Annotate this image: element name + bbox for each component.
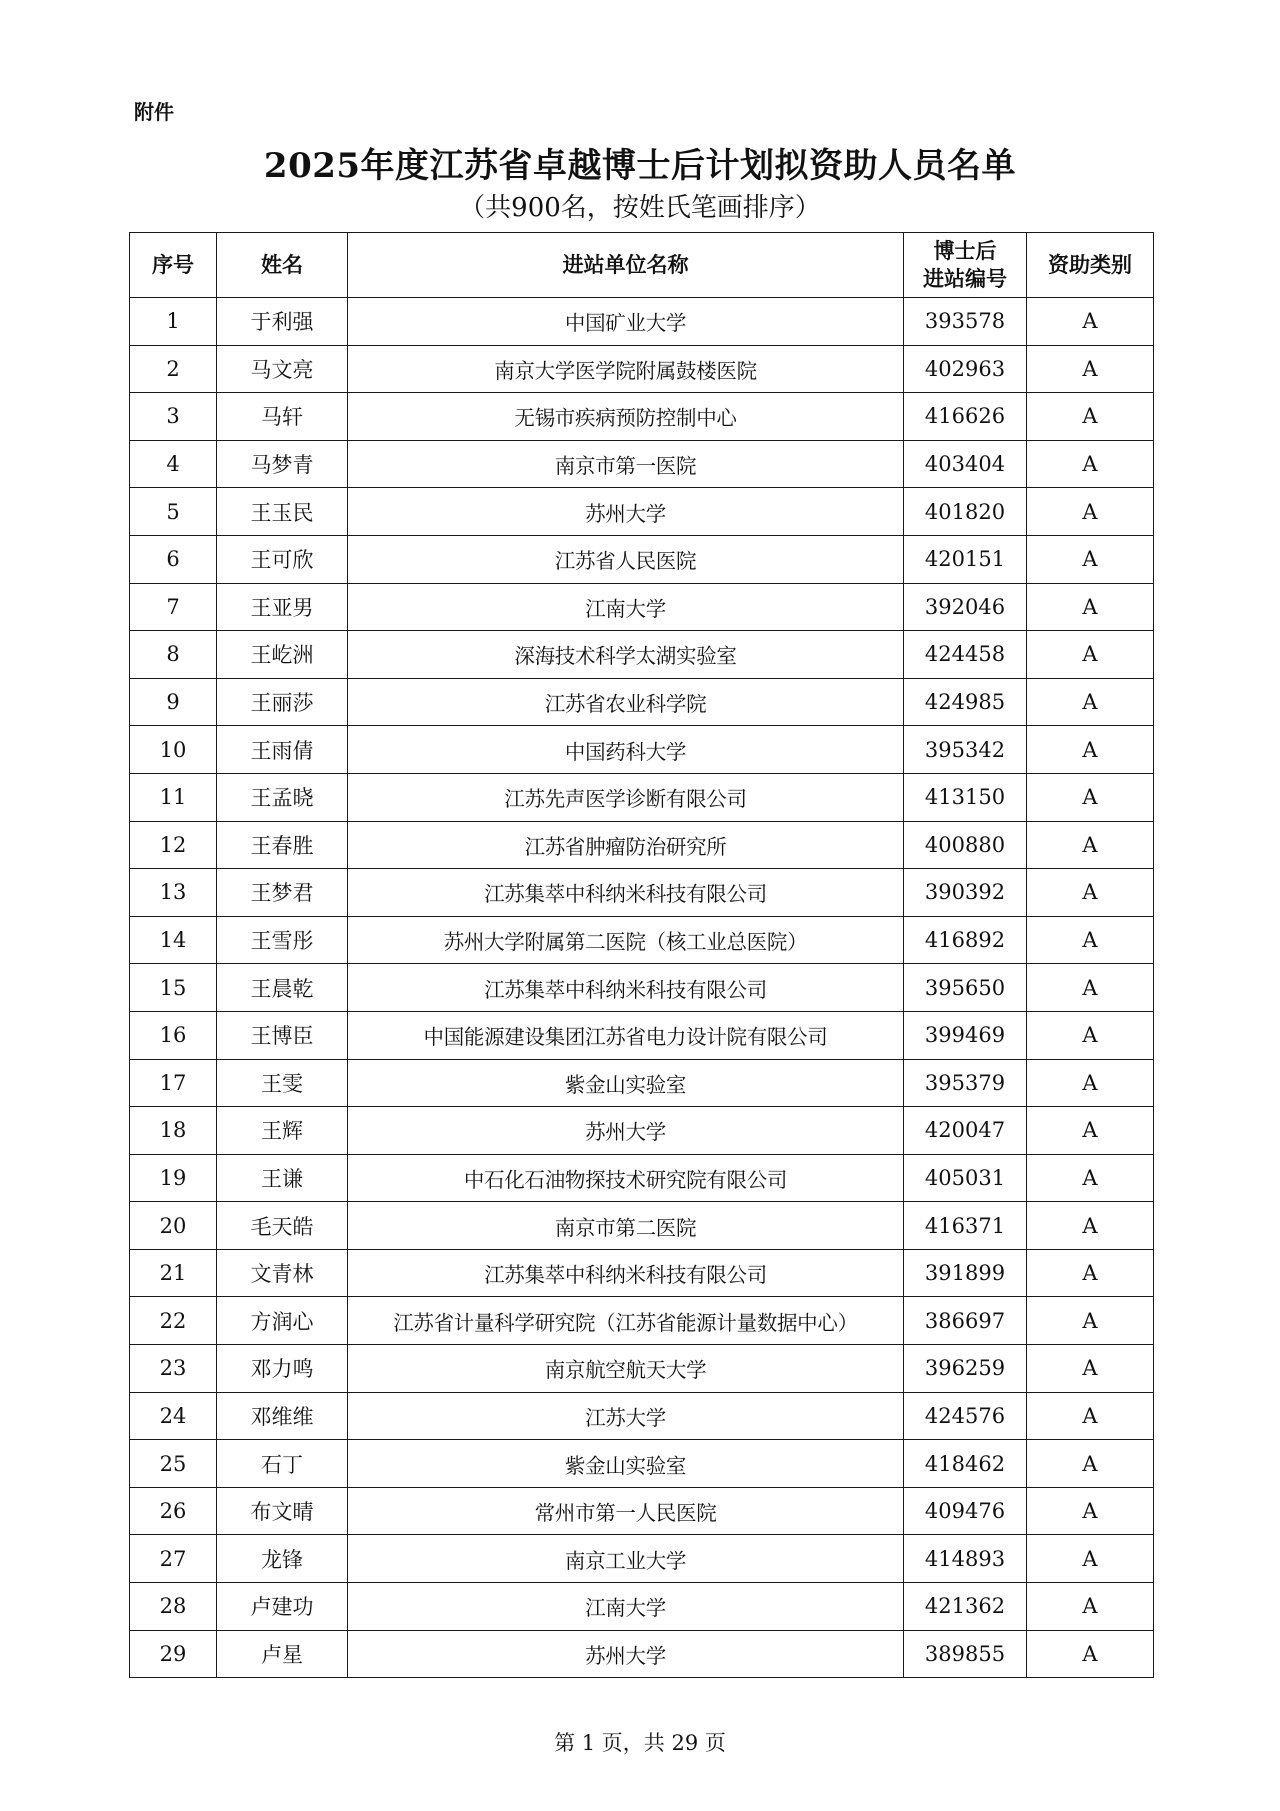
table-row: [130, 1249, 1154, 1297]
cell-category: A: [1027, 1345, 1154, 1393]
cell-name: 王亚男: [217, 583, 348, 631]
cell-name: 王雯: [217, 1059, 348, 1107]
cell-station-no: 395650: [904, 964, 1027, 1012]
table-row: [130, 1059, 1154, 1107]
cell-name: 石丁: [217, 1440, 348, 1488]
cell-seq: 23: [130, 1345, 217, 1393]
cell-station-no: 421362: [904, 1583, 1027, 1631]
cell-seq: 17: [130, 1059, 217, 1107]
cell-station-no: 409476: [904, 1487, 1027, 1535]
cell-name: 马文亮: [217, 345, 348, 393]
header-name: 姓名: [217, 233, 348, 298]
cell-name: 王博臣: [217, 1011, 348, 1059]
cell-unit: 中国药科大学: [348, 726, 904, 774]
cell-category: A: [1027, 1107, 1154, 1155]
cell-station-no: 416626: [904, 393, 1027, 441]
cell-category: A: [1027, 345, 1154, 393]
cell-station-no: 396259: [904, 1345, 1027, 1393]
cell-seq: 10: [130, 726, 217, 774]
table-row: [130, 1297, 1154, 1345]
cell-seq: 6: [130, 535, 217, 583]
cell-station-no: 392046: [904, 583, 1027, 631]
cell-station-no: 400880: [904, 821, 1027, 869]
cell-name: 王雪彤: [217, 916, 348, 964]
cell-unit: 中国能源建设集团江苏省电力设计院有限公司: [348, 1011, 904, 1059]
cell-seq: 3: [130, 393, 217, 441]
cell-unit: 苏州大学: [348, 1630, 904, 1678]
cell-seq: 26: [130, 1487, 217, 1535]
cell-name: 龙锋: [217, 1535, 348, 1583]
cell-unit: 南京大学医学院附属鼓楼医院: [348, 345, 904, 393]
funding-list-table-container: [129, 232, 1153, 1678]
cell-unit: 江苏大学: [348, 1392, 904, 1440]
cell-category: A: [1027, 964, 1154, 1012]
cell-station-no: 405031: [904, 1154, 1027, 1202]
cell-category: A: [1027, 1059, 1154, 1107]
table-row: [130, 1583, 1154, 1631]
cell-name: 于利强: [217, 298, 348, 346]
cell-name: 马轩: [217, 393, 348, 441]
cell-station-no: 424576: [904, 1392, 1027, 1440]
header-seq: 序号: [130, 233, 217, 298]
cell-unit: 南京工业大学: [348, 1535, 904, 1583]
cell-category: A: [1027, 773, 1154, 821]
header-unit: 进站单位名称: [348, 233, 904, 298]
cell-seq: 15: [130, 964, 217, 1012]
cell-unit: 深海技术科学太湖实验室: [348, 631, 904, 679]
cell-seq: 11: [130, 773, 217, 821]
cell-category: A: [1027, 916, 1154, 964]
cell-station-no: 391899: [904, 1249, 1027, 1297]
cell-seq: 16: [130, 1011, 217, 1059]
cell-name: 马梦青: [217, 440, 348, 488]
cell-unit: 江苏集萃中科纳米科技有限公司: [348, 964, 904, 1012]
table-row: [130, 1154, 1154, 1202]
table-row: [130, 298, 1154, 346]
cell-unit: 紫金山实验室: [348, 1440, 904, 1488]
funding-list-table: [129, 232, 1154, 1678]
cell-seq: 19: [130, 1154, 217, 1202]
cell-station-no: 420047: [904, 1107, 1027, 1155]
cell-name: 卢星: [217, 1630, 348, 1678]
cell-station-no: 390392: [904, 869, 1027, 917]
table-row: [130, 440, 1154, 488]
table-row: [130, 1487, 1154, 1535]
cell-unit: 南京航空航天大学: [348, 1345, 904, 1393]
cell-category: A: [1027, 821, 1154, 869]
table-row: [130, 964, 1154, 1012]
cell-seq: 1: [130, 298, 217, 346]
table-body: [130, 298, 1154, 1678]
cell-station-no: 424458: [904, 631, 1027, 679]
cell-station-no: 402963: [904, 345, 1027, 393]
cell-unit: 江苏集萃中科纳米科技有限公司: [348, 1249, 904, 1297]
cell-unit: 无锡市疾病预防控制中心: [348, 393, 904, 441]
cell-seq: 5: [130, 488, 217, 536]
cell-category: A: [1027, 869, 1154, 917]
cell-category: A: [1027, 535, 1154, 583]
cell-category: A: [1027, 1011, 1154, 1059]
cell-unit: 江南大学: [348, 1583, 904, 1631]
cell-seq: 27: [130, 1535, 217, 1583]
cell-station-no: 414893: [904, 1535, 1027, 1583]
header-station-no-line2: 进站编号: [923, 267, 1007, 291]
cell-category: A: [1027, 726, 1154, 774]
cell-seq: 13: [130, 869, 217, 917]
table-row: [130, 1630, 1154, 1678]
cell-station-no: 416892: [904, 916, 1027, 964]
cell-unit: 江苏省计量科学研究院（江苏省能源计量数据中心）: [348, 1297, 904, 1345]
cell-station-no: 413150: [904, 773, 1027, 821]
cell-name: 卢建功: [217, 1583, 348, 1631]
table-row: [130, 488, 1154, 536]
document-subtitle: （共900名，按姓氏笔画排序）: [459, 193, 821, 223]
cell-category: A: [1027, 1249, 1154, 1297]
table-row: [130, 916, 1154, 964]
cell-seq: 28: [130, 1583, 217, 1631]
cell-unit: 江苏省农业科学院: [348, 678, 904, 726]
table-row: [130, 869, 1154, 917]
cell-station-no: 424985: [904, 678, 1027, 726]
cell-seq: 24: [130, 1392, 217, 1440]
header-station-no-line1: 博士后: [933, 239, 997, 263]
cell-name: 王孟晓: [217, 773, 348, 821]
cell-seq: 4: [130, 440, 217, 488]
table-row: [130, 678, 1154, 726]
cell-category: A: [1027, 1154, 1154, 1202]
cell-category: A: [1027, 440, 1154, 488]
cell-name: 王晨乾: [217, 964, 348, 1012]
cell-seq: 2: [130, 345, 217, 393]
cell-name: 王丽莎: [217, 678, 348, 726]
header-station-no: [904, 233, 1027, 298]
table-row: [130, 1107, 1154, 1155]
cell-unit: 江南大学: [348, 583, 904, 631]
cell-category: A: [1027, 488, 1154, 536]
cell-category: A: [1027, 631, 1154, 679]
cell-name: 王玉民: [217, 488, 348, 536]
cell-category: A: [1027, 393, 1154, 441]
cell-category: A: [1027, 583, 1154, 631]
cell-category: A: [1027, 678, 1154, 726]
cell-seq: 7: [130, 583, 217, 631]
cell-station-no: 418462: [904, 1440, 1027, 1488]
cell-name: 邓力鸣: [217, 1345, 348, 1393]
cell-station-no: 395342: [904, 726, 1027, 774]
cell-station-no: 393578: [904, 298, 1027, 346]
cell-seq: 18: [130, 1107, 217, 1155]
cell-category: A: [1027, 1630, 1154, 1678]
cell-seq: 9: [130, 678, 217, 726]
cell-category: A: [1027, 1487, 1154, 1535]
cell-seq: 29: [130, 1630, 217, 1678]
table-row: [130, 535, 1154, 583]
cell-unit: 江苏集萃中科纳米科技有限公司: [348, 869, 904, 917]
table-header-row: [130, 233, 1154, 298]
cell-seq: 8: [130, 631, 217, 679]
cell-station-no: 395379: [904, 1059, 1027, 1107]
table-row: [130, 1345, 1154, 1393]
cell-station-no: 389855: [904, 1630, 1027, 1678]
table-row: [130, 1535, 1154, 1583]
cell-seq: 25: [130, 1440, 217, 1488]
cell-seq: 14: [130, 916, 217, 964]
cell-unit: 苏州大学附属第二医院（核工业总医院）: [348, 916, 904, 964]
table-row: [130, 345, 1154, 393]
cell-unit: 南京市第一医院: [348, 440, 904, 488]
cell-unit: 苏州大学: [348, 1107, 904, 1155]
cell-category: A: [1027, 298, 1154, 346]
cell-category: A: [1027, 1440, 1154, 1488]
header-category: 资助类别: [1027, 233, 1154, 298]
cell-station-no: 399469: [904, 1011, 1027, 1059]
cell-name: 文青林: [217, 1249, 348, 1297]
cell-station-no: 416371: [904, 1202, 1027, 1250]
cell-unit: 中国矿业大学: [348, 298, 904, 346]
cell-name: 王春胜: [217, 821, 348, 869]
table-row: [130, 1011, 1154, 1059]
cell-category: A: [1027, 1583, 1154, 1631]
cell-name: 邓维维: [217, 1392, 348, 1440]
cell-unit: 江苏省人民医院: [348, 535, 904, 583]
table-row: [130, 1202, 1154, 1250]
cell-unit: 常州市第一人民医院: [348, 1487, 904, 1535]
cell-unit: 紫金山实验室: [348, 1059, 904, 1107]
page-footer: 第 1 页，共 29 页: [554, 1731, 726, 1755]
table-row: [130, 393, 1154, 441]
cell-seq: 21: [130, 1249, 217, 1297]
attachment-label: 附件: [134, 100, 174, 124]
cell-category: A: [1027, 1392, 1154, 1440]
table-row: [130, 583, 1154, 631]
cell-category: A: [1027, 1202, 1154, 1250]
cell-station-no: 401820: [904, 488, 1027, 536]
table-row: [130, 1440, 1154, 1488]
cell-station-no: 420151: [904, 535, 1027, 583]
cell-unit: 南京市第二医院: [348, 1202, 904, 1250]
cell-name: 王辉: [217, 1107, 348, 1155]
table-row: [130, 773, 1154, 821]
cell-name: 王雨倩: [217, 726, 348, 774]
cell-station-no: 386697: [904, 1297, 1027, 1345]
cell-seq: 22: [130, 1297, 217, 1345]
cell-name: 王屹洲: [217, 631, 348, 679]
cell-seq: 20: [130, 1202, 217, 1250]
cell-name: 方润心: [217, 1297, 348, 1345]
document-title: 2025年度江苏省卓越博士后计划拟资助人员名单: [263, 146, 1017, 186]
table-row: [130, 726, 1154, 774]
cell-name: 毛天皓: [217, 1202, 348, 1250]
cell-name: 王梦君: [217, 869, 348, 917]
cell-category: A: [1027, 1297, 1154, 1345]
table-row: [130, 1392, 1154, 1440]
cell-name: 布文晴: [217, 1487, 348, 1535]
table-row: [130, 631, 1154, 679]
table-row: [130, 821, 1154, 869]
cell-station-no: 403404: [904, 440, 1027, 488]
cell-unit: 江苏先声医学诊断有限公司: [348, 773, 904, 821]
cell-name: 王谦: [217, 1154, 348, 1202]
cell-unit: 中石化石油物探技术研究院有限公司: [348, 1154, 904, 1202]
cell-name: 王可欣: [217, 535, 348, 583]
cell-unit: 江苏省肿瘤防治研究所: [348, 821, 904, 869]
cell-category: A: [1027, 1535, 1154, 1583]
cell-unit: 苏州大学: [348, 488, 904, 536]
cell-seq: 12: [130, 821, 217, 869]
